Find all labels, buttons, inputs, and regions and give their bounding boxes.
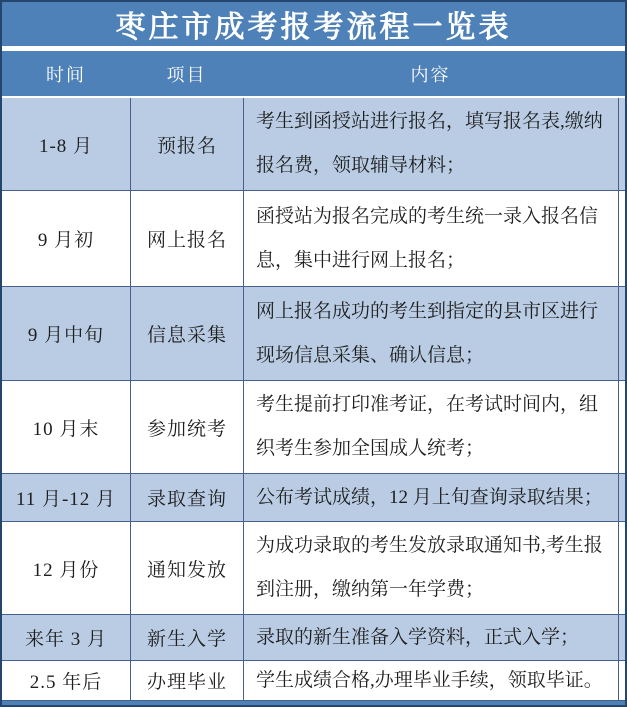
table-row-national-exam (2, 380, 625, 473)
content-text: 录取的新生准备入学资料，正式入学； (256, 626, 580, 648)
item-cell: 网上报名 (130, 191, 243, 286)
item-cell: 录取查询 (130, 474, 243, 521)
time-cell: 12 月份 (32, 559, 100, 581)
content-text: 公布考试成绩，12 月上旬查询录取结果； (256, 486, 603, 508)
column-header-item: 项目 (166, 64, 207, 85)
table-row-admission-query (2, 473, 625, 521)
content-text: 为成功录取的考生发放录取通知书,考生报到注册，缴纳第一年学费； (256, 535, 603, 600)
column-header-content: 内容 (410, 64, 451, 85)
table-row-online-registration (2, 190, 625, 286)
content-cell (243, 287, 618, 380)
content-cell (243, 474, 618, 521)
table-row-notice-issuance (2, 521, 625, 614)
item-cell: 预报名 (130, 98, 243, 190)
row-edge-margin (618, 381, 625, 473)
content-cell (243, 661, 618, 700)
header-edge-margin (618, 51, 625, 96)
item-cell: 参加统考 (130, 381, 243, 473)
time-cell: 9 月中旬 (27, 325, 105, 346)
row-edge-margin (618, 615, 625, 660)
time-cell: 2.5 年后 (29, 672, 103, 693)
time-cell: 10 月末 (32, 418, 100, 440)
time-cell: 1-8 月 (38, 135, 94, 157)
row-edge-margin (618, 98, 625, 190)
row-edge-margin (618, 661, 625, 700)
row-edge-margin (618, 287, 625, 380)
item-cell: 信息采集 (130, 287, 243, 380)
time-cell: 11 月-12 月 (15, 489, 117, 510)
content-text: 考生到函授站进行报名，填写报名表,缴纳报名费，领取辅导材料； (256, 111, 603, 176)
item-cell: 新生入学 (130, 615, 243, 660)
column-header-time: 时间 (46, 64, 86, 85)
content-text: 学生成绩合格,办理毕业手续，领取毕证。 (256, 669, 603, 691)
content-cell (243, 98, 618, 190)
content-text: 网上报名成功的考生到指定的县市区进行现场信息采集、确认信息； (256, 300, 599, 366)
item-cell: 办理毕业 (130, 661, 243, 700)
content-text: 函授站为报名完成的考生统一录入报名信息，集中进行网上报名； (256, 205, 599, 271)
content-cell (243, 381, 618, 473)
table-row-graduation (2, 660, 625, 700)
time-cell: 9 月初 (37, 230, 95, 251)
content-cell (243, 191, 618, 286)
table-row-enrollment (2, 614, 625, 660)
row-edge-margin (618, 474, 625, 521)
page-title: 枣庄市成考报考流程一览表 (2, 2, 625, 46)
table-row-pre-registration (2, 96, 625, 190)
item-cell: 通知发放 (130, 522, 243, 614)
row-edge-margin (618, 191, 625, 286)
time-cell: 来年 3 月 (24, 629, 107, 650)
table-header-row (2, 51, 625, 96)
row-edge-margin (618, 522, 625, 614)
content-cell (243, 615, 618, 660)
content-cell (243, 522, 618, 614)
bottom-border-strip (2, 700, 625, 705)
table-row-info-collection (2, 286, 625, 380)
content-text: 考生提前打印准考证，在考试时间内，组织考生参加全国成人统考； (256, 394, 599, 459)
